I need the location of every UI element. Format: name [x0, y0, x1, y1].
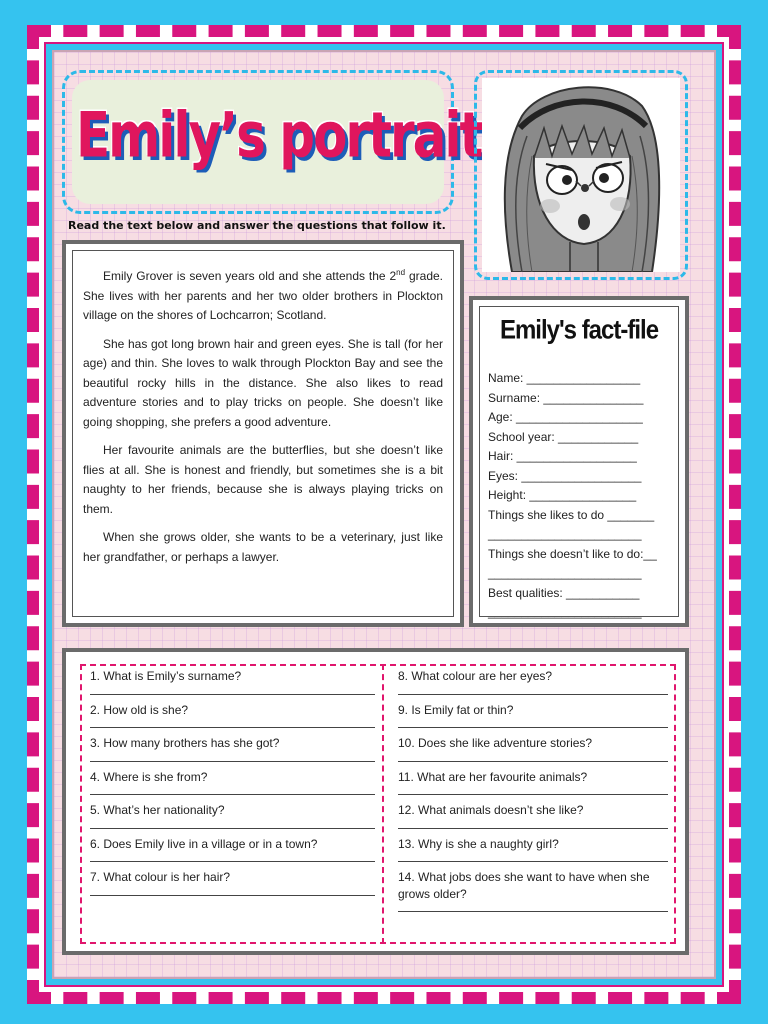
fact-file-list — [488, 369, 684, 623]
question-text: 9. Is Emily fat or thin? — [398, 702, 514, 717]
fact-line-name[interactable]: Name: _________________ — [488, 371, 641, 385]
answer-line[interactable] — [90, 886, 375, 896]
answer-line[interactable] — [398, 785, 668, 795]
instructions-text: Read the text below and answer the questions that follow it. — [68, 219, 446, 232]
answer-line[interactable] — [90, 819, 375, 829]
fact-line-height[interactable]: Height: ________________ — [488, 488, 637, 502]
portrait-frame — [474, 70, 688, 280]
question-item — [398, 802, 668, 829]
answer-line[interactable] — [398, 902, 668, 912]
question-text: 14. What jobs does she want to have when she grows older? — [398, 870, 650, 901]
question-item — [398, 769, 668, 796]
question-item — [90, 735, 375, 762]
page-title: Emily’s portrait — [76, 98, 482, 172]
answer-line[interactable] — [398, 685, 668, 695]
girl-portrait-drawing — [492, 76, 670, 272]
question-text: 4. Where is she from? — [90, 769, 208, 784]
fact-line-dislikes[interactable]: Things she doesn’t like to do:__ — [488, 546, 657, 561]
questions-box — [62, 648, 689, 955]
fact-line-likes[interactable]: Things she likes to do _______ — [488, 507, 655, 522]
question-text: 12. What animals doesn’t she like? — [398, 803, 584, 817]
fact-line-dislikes-cont[interactable]: _______________________ — [488, 566, 642, 580]
question-item — [90, 668, 375, 695]
fact-line-likes-cont[interactable]: _______________________ — [488, 527, 642, 541]
answer-line[interactable] — [398, 852, 668, 862]
answer-line[interactable] — [398, 819, 668, 829]
fact-file-title: Emily's fact-file — [499, 315, 659, 346]
fact-line-hair[interactable]: Hair: __________________ — [488, 449, 637, 463]
question-text: 13. Why is she a naughty girl? — [398, 836, 559, 851]
question-text: 1. What is Emily’s surname? — [90, 669, 242, 683]
question-text: 8. What colour are her eyes? — [398, 669, 553, 683]
passage-paragraph-3: Her favourite animals are the butterflies, but she doesn’t like flies at all. She is honest and friendly, but sometimes she is a bit naughty to her friends, because she is always playing tricks on them. — [83, 443, 443, 516]
fact-line-surname[interactable]: Surname: _______________ — [488, 390, 644, 405]
answer-line[interactable] — [90, 685, 375, 695]
question-item — [90, 702, 375, 729]
question-item — [398, 735, 668, 762]
answer-line[interactable] — [90, 752, 375, 762]
fact-line-age[interactable]: Age: ___________________ — [488, 410, 643, 424]
fact-line-school-year[interactable]: School year: ____________ — [488, 429, 639, 444]
fact-line-qualities-cont[interactable]: _______________________ — [488, 605, 642, 619]
answer-line[interactable] — [90, 718, 375, 728]
fact-line-eyes[interactable]: Eyes: __________________ — [488, 468, 642, 483]
question-item — [90, 802, 375, 829]
question-item — [90, 836, 375, 863]
question-text: 10. Does she like adventure stories? — [398, 736, 593, 750]
question-item — [398, 668, 668, 695]
question-text: 3. How many brothers has she got? — [90, 736, 280, 750]
answer-line[interactable] — [398, 718, 668, 728]
fact-line-qualities[interactable]: Best qualities: ___________ — [488, 585, 640, 600]
question-item — [398, 702, 668, 729]
question-text: 6. Does Emily live in a village or in a town? — [90, 836, 318, 851]
question-item — [90, 769, 375, 796]
question-item — [90, 869, 375, 896]
question-item — [398, 869, 668, 912]
fact-file-box — [469, 296, 689, 627]
reading-passage-box — [62, 240, 464, 627]
passage-paragraph-4: When she grows older, she wants to be a veterinary, just like her grandfather, or perhaps a lawyer. — [83, 530, 443, 564]
question-text: 2. How old is she? — [90, 702, 189, 717]
question-text: 7. What colour is her hair? — [90, 870, 231, 884]
answer-line[interactable] — [90, 785, 375, 795]
title-banner — [62, 70, 482, 214]
passage-paragraph-2: She has got long brown hair and green eyes. She is tall (for her age) and thin. She loves to walk through Plockton Bay and see the beautiful rocky hills in the distance. She also likes to read adventure stories and to play tricks on people. She doesn’t like going shopping, she prefers a good adventure. — [83, 336, 443, 429]
passage-paragraph-1: Emily Grover is seven years old and she attends the 2nd grade. She lives with her parents and her two older brothers in Plockton village on the shores of Lochcarron; Scotland. — [83, 268, 444, 322]
answer-line[interactable] — [398, 752, 668, 762]
questions-right-column — [398, 668, 668, 919]
question-text: 11. What are her favourite animals? — [398, 769, 588, 784]
answer-line[interactable] — [90, 852, 375, 862]
questions-left-column — [90, 668, 375, 903]
question-item — [398, 836, 668, 863]
question-text: 5. What’s her nationality? — [90, 803, 225, 817]
